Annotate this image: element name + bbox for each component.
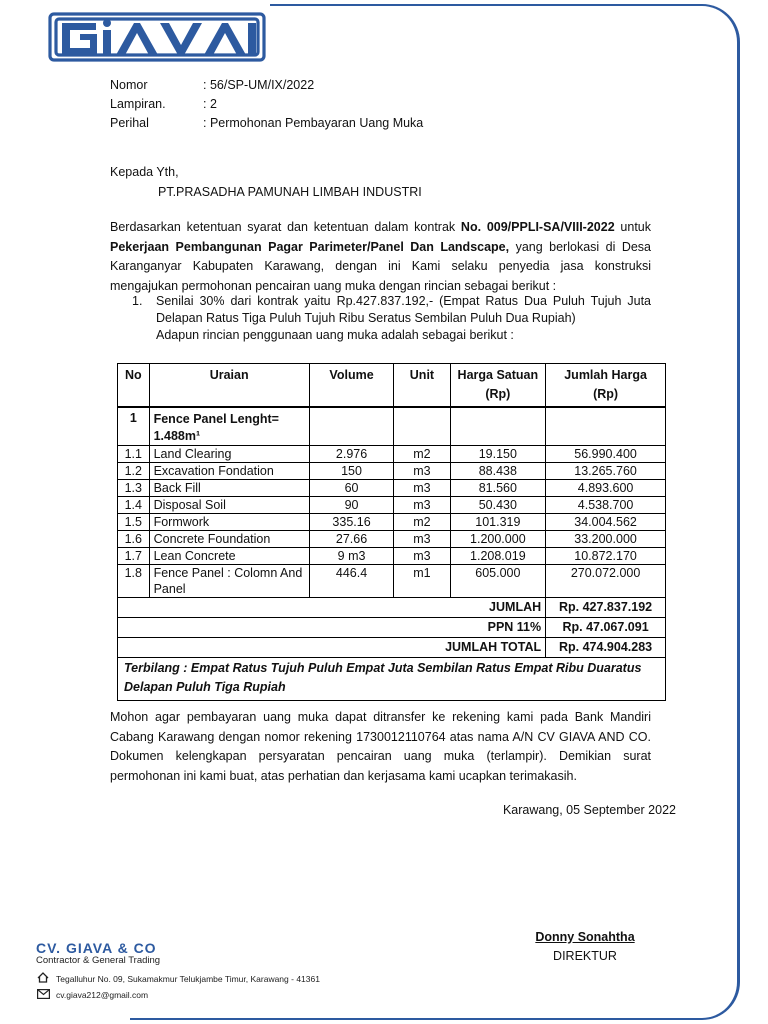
ppn-value: Rp. 47.067.091	[546, 618, 666, 638]
cell-jumlah: 33.200.000	[546, 531, 666, 548]
footer-email: cv.giava212@gmail.com	[56, 990, 149, 1000]
cell-no: 1.1	[118, 446, 150, 463]
cell-no: 1.3	[118, 480, 150, 497]
letter-meta	[110, 76, 423, 133]
signatory-name: Donny Sonahtha	[535, 930, 635, 944]
cell-volume: 335.16	[309, 514, 394, 531]
meta-label: Nomor	[110, 78, 148, 92]
company-footer	[36, 940, 320, 1001]
jumlah-value: Rp. 427.837.192	[546, 598, 666, 618]
meta-value: : 2	[203, 97, 217, 111]
cell-jumlah: 34.004.562	[546, 514, 666, 531]
header-volume: Volume	[309, 364, 394, 408]
cell-jumlah: 270.072.000	[546, 565, 666, 598]
total-value: Rp. 474.904.283	[546, 638, 666, 658]
intro-text-3: yang berlokasi di Desa Karanganyar Kabupaten Karawang, dengan ini Kami selaku penyedia jasa konstruksi mengajukan permohonan pencairan uang muka dengan rincian sebagai berikut :	[110, 239, 652, 293]
footer-address: Tegalluhur No. 09, Sukamakmur Telukjambe Timur, Karawang - 41361	[56, 973, 320, 984]
footer-company: CV. GIAVA & CO	[36, 940, 157, 956]
contract-number: No. 009/PPLI-SA/VIII-2022	[460, 220, 615, 234]
cell-harga: 1.200.000	[450, 531, 546, 548]
header-unit: Unit	[394, 364, 450, 408]
cell-no: 1.6	[118, 531, 150, 548]
footer-tagline: Contractor & General Trading	[36, 955, 161, 966]
cell-harga: 81.560	[450, 480, 546, 497]
group-volume	[309, 407, 394, 446]
header-jumlah: Jumlah Harga (Rp)	[546, 364, 666, 408]
group-jumlah	[546, 407, 666, 446]
total-row	[118, 638, 666, 658]
cell-jumlah: 13.265.760	[546, 463, 666, 480]
cell-no: 1.4	[118, 497, 150, 514]
cell-harga: 88.438	[450, 463, 546, 480]
meta-nomor	[110, 76, 423, 95]
jumlah-row	[118, 598, 666, 618]
ppn-label: PPN 11%	[118, 618, 546, 638]
closing-paragraph: Mohon agar pembayaran uang muka dapat ditransfer ke rekening kami pada Bank Mandiri Cabang Karawang dengan nomor rekening 1730012110764 atas nama A/N CV GIAVA AND CO. Dokumen kelengkapan persyaratan pencairan uang muka (terlampir). Demikian surat permohonan ini kami buat, atas perhatian dan kerjasama kami ucapkan terimakasih.	[110, 710, 651, 783]
footer-email-line	[36, 989, 320, 1001]
list-number: 1.	[132, 294, 143, 308]
cell-harga: 50.430	[450, 497, 546, 514]
header-no: No	[118, 364, 150, 408]
cell-uraian: Lean Concrete	[149, 548, 309, 565]
cell-uraian: Back Fill	[149, 480, 309, 497]
cell-volume: 90	[309, 497, 394, 514]
cell-unit: m2	[394, 514, 450, 531]
intro-paragraph	[110, 218, 651, 296]
cell-harga: 605.000	[450, 565, 546, 598]
cell-no: 1.8	[118, 565, 150, 598]
home-icon	[36, 972, 50, 985]
signature-block	[520, 928, 650, 966]
cell-volume: 9 m3	[309, 548, 394, 565]
table-row	[118, 463, 666, 480]
cell-harga: 101.319	[450, 514, 546, 531]
group-harga	[450, 407, 546, 446]
header-uraian: Uraian	[149, 364, 309, 408]
cell-unit: m3	[394, 548, 450, 565]
envelope-icon	[36, 989, 50, 1001]
meta-value: : 56/SP-UM/IX/2022	[203, 78, 315, 92]
cell-unit: m3	[394, 531, 450, 548]
cell-volume: 27.66	[309, 531, 394, 548]
cell-jumlah: 10.872.170	[546, 548, 666, 565]
terbilang-text: Terbilang : Empat Ratus Tujuh Puluh Empat Juta Sembilan Ratus Empat Ribu Duaratus Delapan Puluh Tiga Rupiah	[118, 658, 666, 701]
signatory-title: DIREKTUR	[553, 949, 617, 963]
intro-text-2: untuk	[614, 220, 651, 234]
cell-no: 1.5	[118, 514, 150, 531]
table-header-row	[118, 364, 666, 408]
cell-unit: m2	[394, 446, 450, 463]
cell-no: 1.7	[118, 548, 150, 565]
group-name: Fence Panel Lenght= 1.488m¹	[149, 407, 309, 446]
cell-uraian: Land Clearing	[149, 446, 309, 463]
cell-harga: 1.208.019	[450, 548, 546, 565]
table-row	[118, 446, 666, 463]
table-group-row	[118, 407, 666, 446]
cell-volume: 446.4	[309, 565, 394, 598]
cell-unit: m3	[394, 497, 450, 514]
cell-no: 1.2	[118, 463, 150, 480]
cost-table	[117, 363, 666, 701]
list-item: Senilai 30% dari kontrak yaitu Rp.427.837.192,- (Empat Ratus Dua Puluh Tujuh Juta Delapan Ratus Tiga Puluh Tujuh Ribu Seratus Sembilan Puluh Dua Rupiah)	[156, 294, 651, 325]
table-row	[118, 480, 666, 497]
total-label: JUMLAH TOTAL	[118, 638, 546, 658]
cell-uraian: Disposal Soil	[149, 497, 309, 514]
meta-value: : Permohonan Pembayaran Uang Muka	[203, 116, 424, 130]
cell-uraian: Fence Panel : Colomn And Panel	[149, 565, 309, 598]
header-harga: Harga Satuan (Rp)	[450, 364, 546, 408]
group-unit	[394, 407, 450, 446]
cell-volume: 2.976	[309, 446, 394, 463]
cell-unit: m3	[394, 480, 450, 497]
recipient-block	[110, 162, 422, 202]
cell-unit: m1	[394, 565, 450, 598]
intro-text-1: Berdasarkan ketentuan syarat dan ketentuan dalam kontrak	[110, 220, 461, 234]
cell-volume: 60	[309, 480, 394, 497]
table-row	[118, 565, 666, 598]
table-row	[118, 514, 666, 531]
cell-uraian: Concrete Foundation	[149, 531, 309, 548]
jumlah-label: JUMLAH	[118, 598, 546, 618]
cell-harga: 19.150	[450, 446, 546, 463]
ppn-row	[118, 618, 666, 638]
group-no: 1	[118, 407, 150, 446]
meta-lampiran	[110, 95, 423, 114]
meta-perihal	[110, 114, 423, 133]
greeting: Kepada Yth,	[110, 165, 179, 179]
table-row	[118, 531, 666, 548]
list-subtext: Adapun rincian penggunaan uang muka adalah sebagai berikut :	[156, 328, 514, 342]
numbered-list	[110, 293, 651, 344]
meta-label: Lampiran.	[110, 97, 166, 111]
cell-jumlah: 4.538.700	[546, 497, 666, 514]
meta-label: Perihal	[110, 116, 149, 130]
cell-volume: 150	[309, 463, 394, 480]
cell-uraian: Formwork	[149, 514, 309, 531]
cell-unit: m3	[394, 463, 450, 480]
recipient-company: PT.PRASADHA PAMUNAH LIMBAH INDUSTRI	[158, 185, 422, 199]
cell-jumlah: 4.893.600	[546, 480, 666, 497]
table-row	[118, 497, 666, 514]
table-row	[118, 548, 666, 565]
giava-logo	[48, 8, 266, 66]
project-name: Pekerjaan Pembangunan Pagar Parimeter/Panel Dan Landscape,	[110, 239, 510, 254]
letter-date: Karawang, 05 September 2022	[502, 803, 676, 817]
terbilang-row	[118, 658, 666, 701]
footer-address-line	[36, 972, 320, 985]
item-rows	[118, 446, 666, 598]
cell-uraian: Excavation Fondation	[149, 463, 309, 480]
cell-jumlah: 56.990.400	[546, 446, 666, 463]
